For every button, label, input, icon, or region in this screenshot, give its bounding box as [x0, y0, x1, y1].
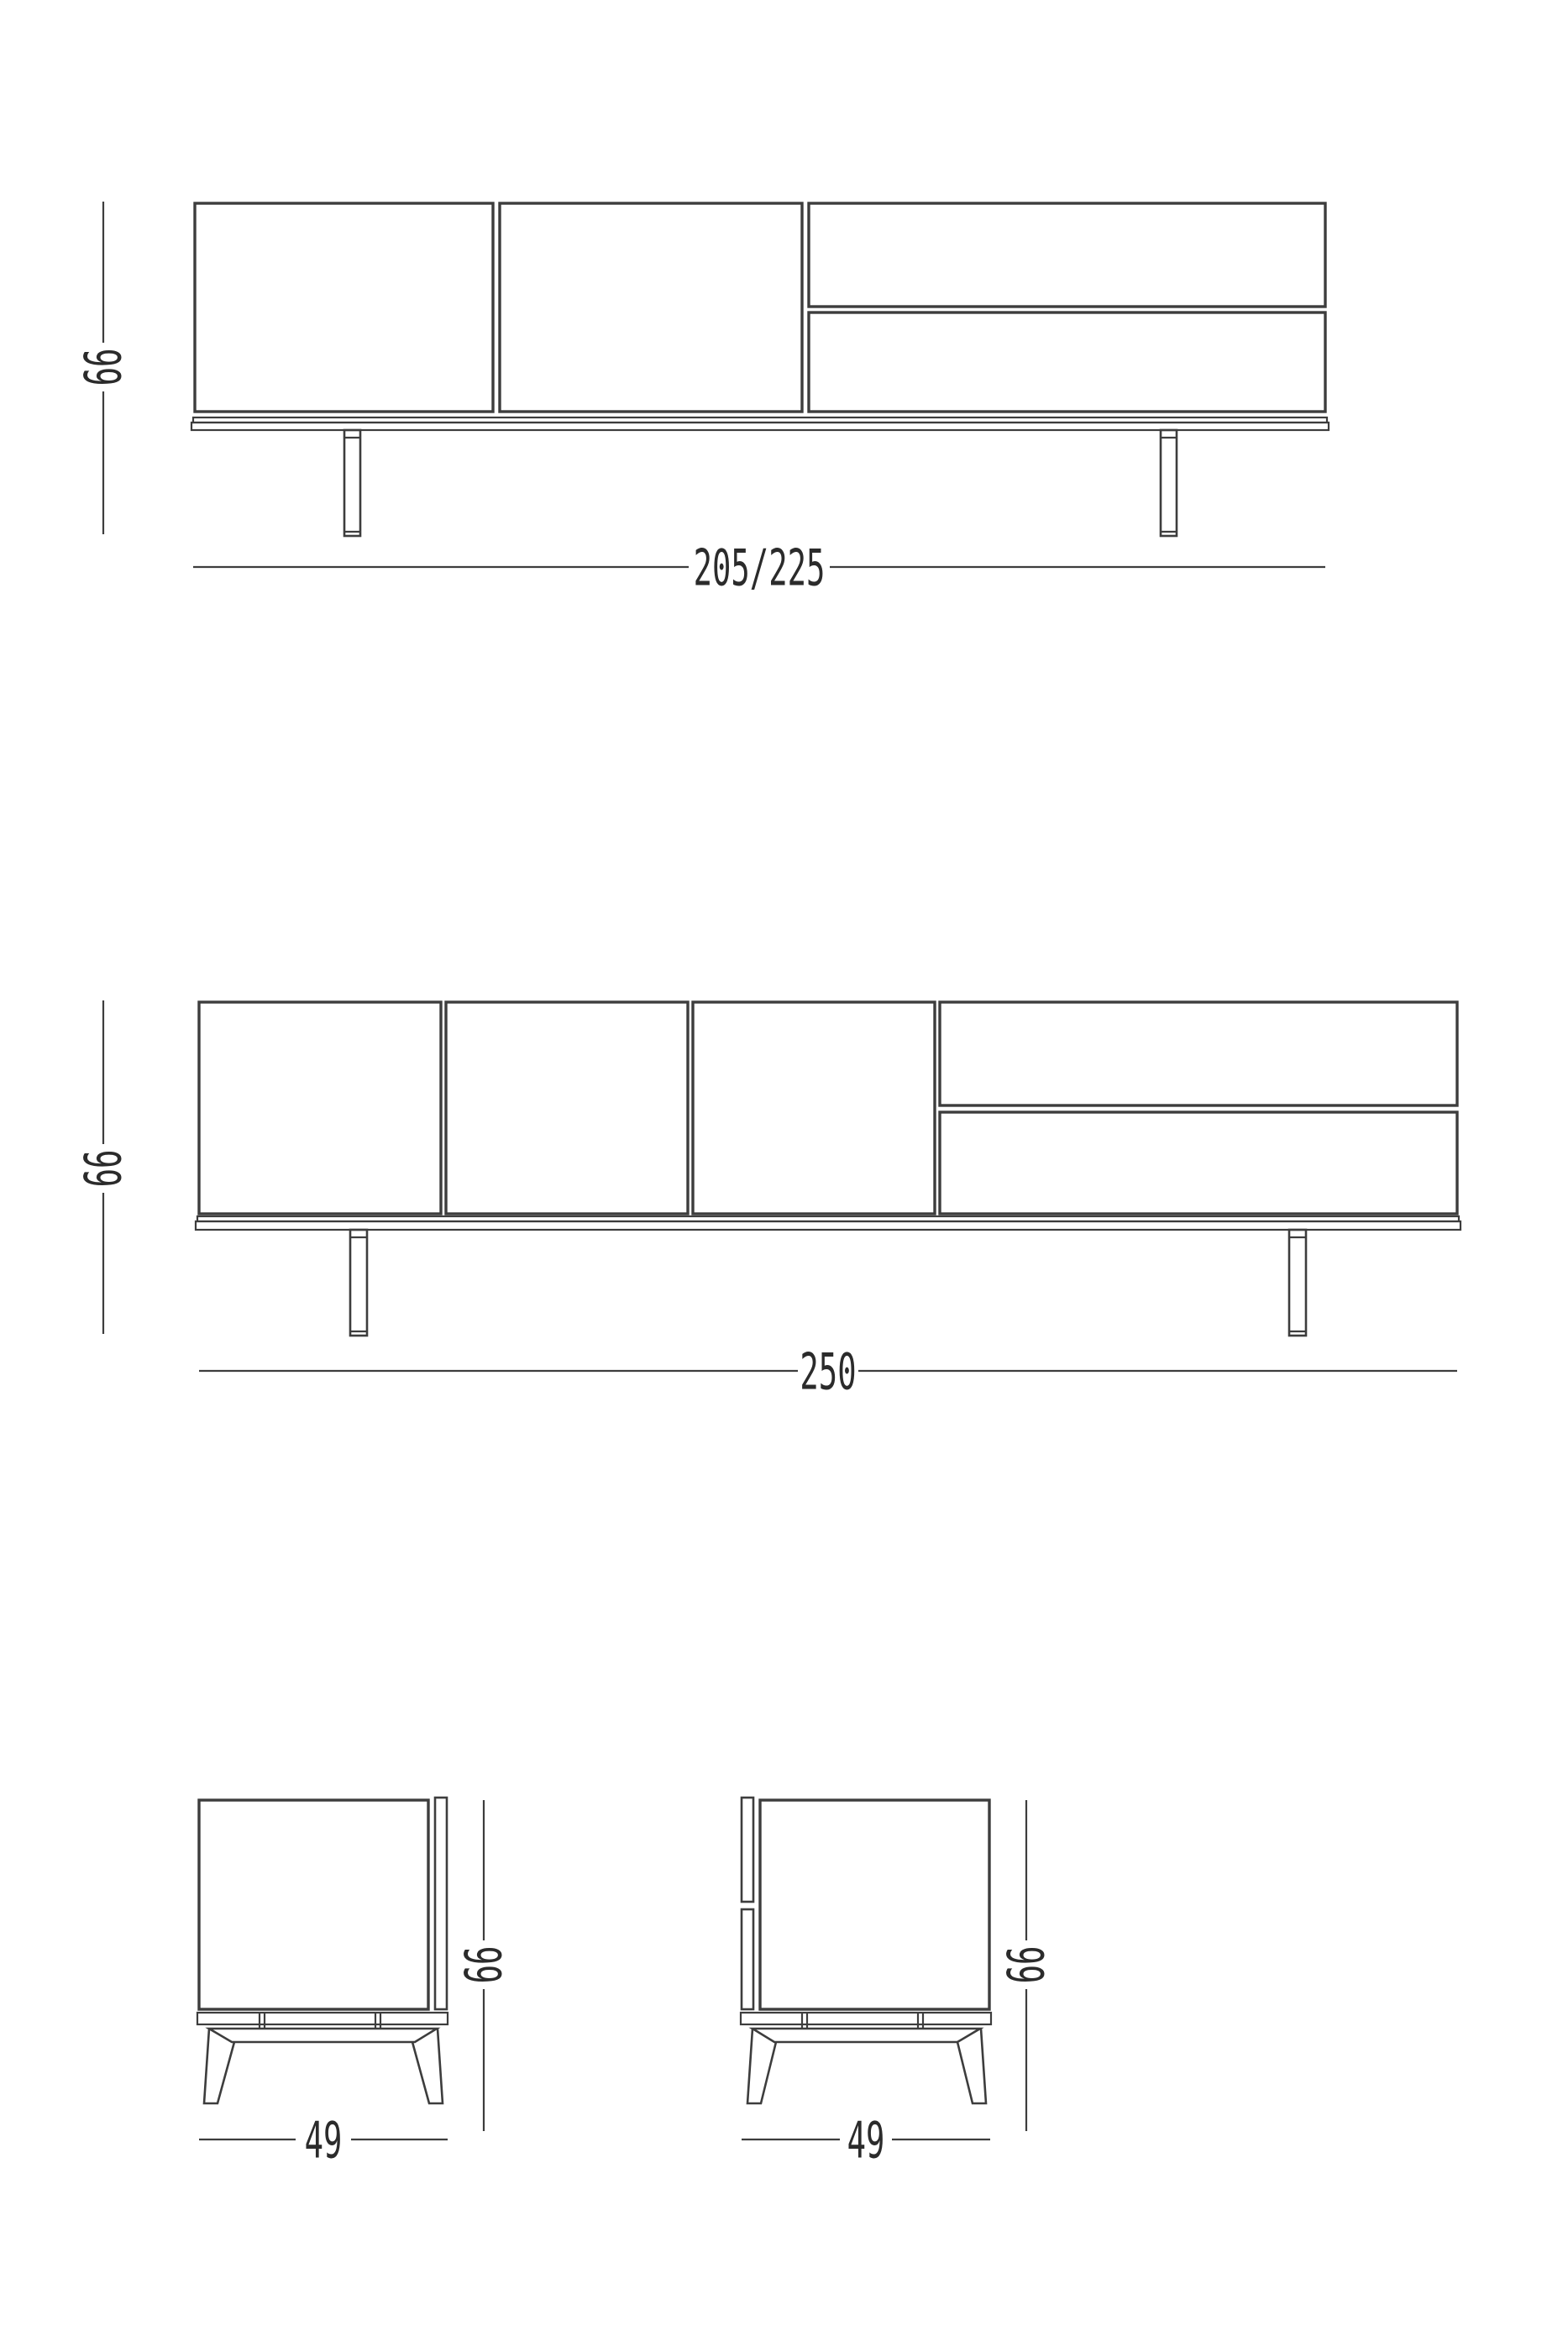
depth-dimension	[742, 2111, 990, 2170]
height-dimension-label: 66	[997, 1945, 1056, 1984]
width-dimension	[193, 538, 1325, 597]
side-view-door-end	[197, 1798, 513, 2170]
base-rail	[753, 2029, 980, 2042]
width-dimension	[199, 1342, 1457, 1401]
height-dimension-label: 66	[454, 1945, 513, 1984]
leg	[344, 430, 360, 536]
drawer-panel	[809, 203, 1325, 307]
front-view-250	[74, 1000, 1460, 1401]
drawer-panel	[940, 1002, 1457, 1105]
drawer-edge-strip	[742, 1909, 753, 2009]
height-dimension	[74, 1000, 133, 1334]
drawer-edge-strip	[742, 1798, 753, 1902]
side-panel	[760, 1800, 989, 2009]
plinth	[191, 423, 1329, 430]
side-view-drawer-end	[741, 1798, 1056, 2170]
height-dimension-label: 66	[74, 1149, 133, 1188]
plinth	[741, 2013, 991, 2024]
base-rail	[209, 2029, 437, 2042]
height-dimension	[997, 1800, 1056, 2131]
drawer-panel	[809, 312, 1325, 412]
door-panel	[500, 203, 802, 412]
leg	[350, 1230, 367, 1336]
door-panel	[693, 1002, 935, 1214]
width-dimension-label: 205/225	[693, 538, 826, 597]
door-panel	[446, 1002, 688, 1214]
side-panel	[199, 1800, 428, 2009]
depth-dimension	[199, 2111, 448, 2170]
width-dimension-label: 49	[847, 2111, 885, 2170]
plinth	[196, 1221, 1460, 1230]
front-view-205-225	[74, 202, 1329, 597]
door-panel	[195, 203, 493, 412]
height-dimension	[454, 1800, 513, 2131]
leg	[1161, 430, 1177, 536]
plinth	[197, 2013, 448, 2024]
width-dimension-label: 250	[800, 1342, 857, 1401]
leg	[1289, 1230, 1306, 1336]
base-connector	[802, 2013, 923, 2029]
base-connector	[260, 2013, 380, 2029]
door-panel	[199, 1002, 441, 1214]
front-edge-strip	[435, 1798, 447, 2009]
height-dimension-label: 66	[74, 348, 133, 386]
width-dimension-label: 49	[304, 2111, 343, 2170]
height-dimension	[74, 202, 133, 534]
drawer-panel	[940, 1112, 1457, 1214]
